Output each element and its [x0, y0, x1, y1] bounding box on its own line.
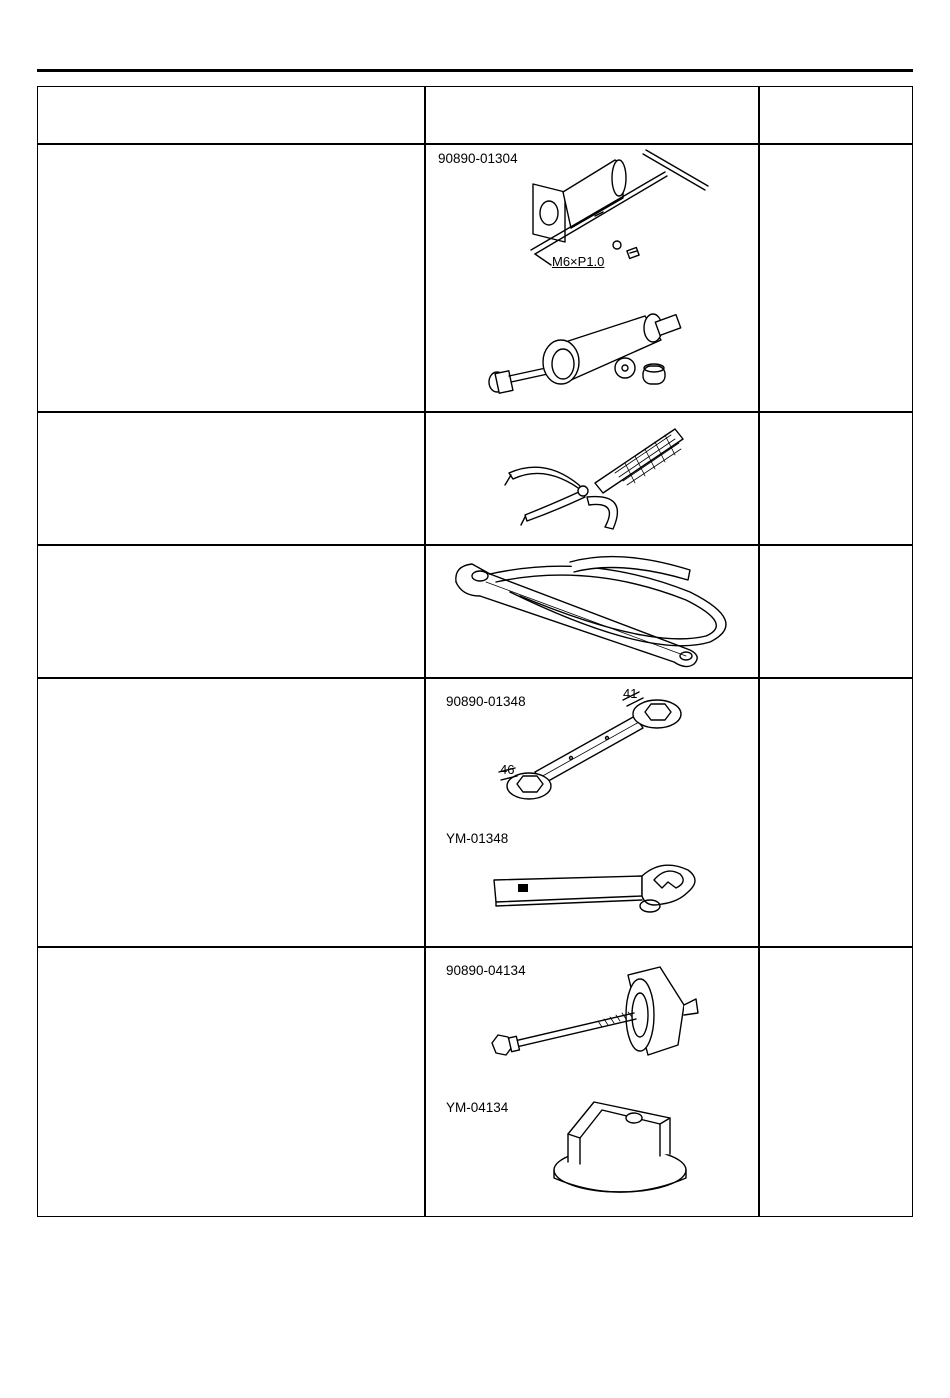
- part-number: 90890-01348: [446, 694, 526, 709]
- row-divider: [38, 544, 912, 546]
- part-number: YM-01348: [446, 831, 509, 846]
- strap-wrench-icon: [450, 552, 740, 672]
- column-divider: [758, 87, 760, 1216]
- puller-tool-icon: [515, 150, 715, 270]
- slide-hammer-icon: [485, 310, 675, 400]
- part-number: 90890-04134: [446, 963, 526, 978]
- part-number: YM-04134: [446, 1100, 509, 1115]
- row-divider: [38, 677, 912, 679]
- row-divider: [38, 946, 912, 948]
- part-number: 90890-01304: [438, 151, 518, 166]
- column-divider: [424, 87, 426, 1216]
- puller-holder-icon: [550, 1098, 690, 1198]
- row-divider: [38, 411, 912, 413]
- header-divider: [38, 143, 912, 145]
- dimension-label: 46: [500, 762, 515, 777]
- thread-size-label: M6×P1.0: [552, 254, 605, 269]
- top-rule: [37, 69, 913, 72]
- pin-spanner-wrench-icon: [495, 423, 685, 533]
- locknut-wrench-icon: [492, 858, 702, 918]
- double-ended-wrench-icon: [495, 688, 695, 808]
- dimension-label: 41: [623, 686, 638, 701]
- bolt-puller-tool-icon: [488, 965, 703, 1065]
